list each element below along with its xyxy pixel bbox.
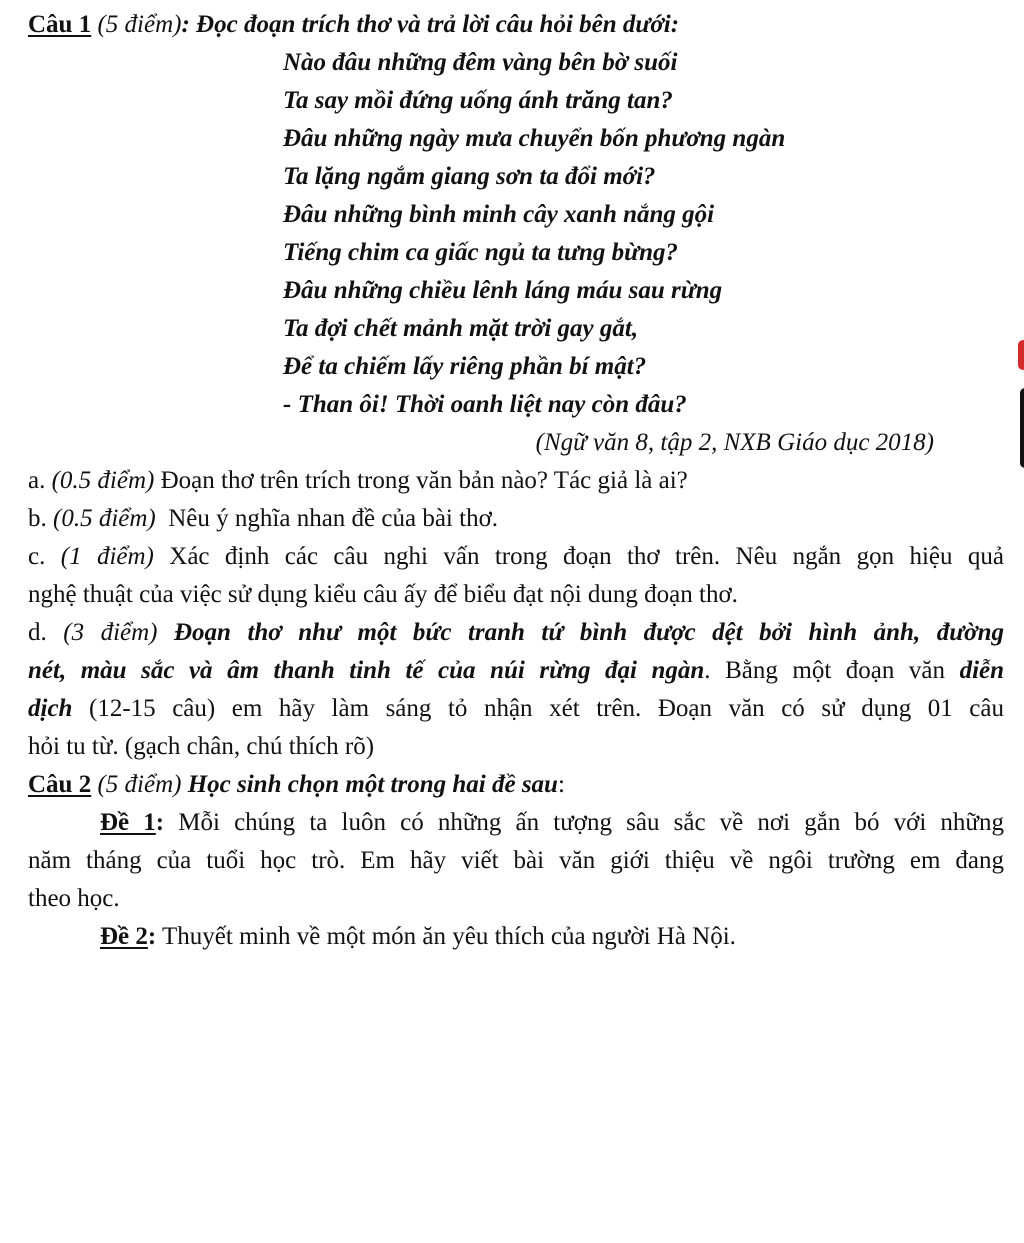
- item-c-points: (1 điểm): [60, 543, 154, 570]
- de2-text: Thuyết minh về một món ăn yêu thích của người Hà Nội.: [156, 923, 736, 950]
- poem-excerpt: [283, 44, 1004, 424]
- edge-decoration-red: [1018, 340, 1024, 370]
- item-d-bold1: Đoạn thơ như một bức tranh tứ bình được dệt bởi hình ảnh, đường: [157, 619, 1004, 646]
- item-d-text2: . Bằng một đoạn văn: [704, 657, 960, 684]
- poem-line: Ta đợi chết mảnh mặt trời gay gắt,: [283, 315, 639, 342]
- item-d-line1: [28, 614, 1004, 652]
- item-b: [28, 500, 1004, 538]
- poem-line: - Than ôi! Thời oanh liệt nay còn đâu?: [283, 391, 687, 418]
- question1-heading: [28, 6, 1004, 44]
- item-d-line3: [28, 690, 1004, 728]
- item-b-text: Nêu ý nghĩa nhan đề của bài thơ.: [155, 505, 499, 532]
- item-d-bold4: dịch: [28, 695, 73, 722]
- poem-line: Đâu những ngày mưa chuyển bốn phương ngàn: [283, 125, 786, 152]
- de1-line2: năm tháng của tuổi học trò. Em hãy viết bài văn giới thiệu về ngôi trường em đang: [28, 847, 1004, 874]
- item-b-prefix: b.: [28, 505, 53, 532]
- poem-line: Để ta chiếm lấy riêng phần bí mật?: [283, 353, 647, 380]
- item-d-points: (3 điểm): [63, 619, 158, 646]
- question2-heading: [28, 766, 1004, 804]
- question2-instruction: Học sinh chọn một trong hai đề sau: [181, 771, 558, 798]
- item-b-points: (0.5 điểm): [53, 505, 156, 532]
- de2-colon: :: [147, 923, 157, 950]
- item-d-bold3: diễn: [959, 657, 1005, 684]
- item-c-prefix: c.: [28, 543, 61, 570]
- edge-decoration-dark: [1020, 388, 1024, 468]
- item-d-text3: (12-15 câu) em hãy làm sáng tỏ nhận xét trên. Đoạn văn có sử dụng 01 câu: [72, 695, 1004, 722]
- item-d-line4: hỏi tu từ. (gạch chân, chú thích rõ): [28, 733, 375, 760]
- poem-line: Ta say mồi đứng uống ánh trăng tan?: [283, 87, 673, 114]
- item-a-prefix: a.: [28, 467, 52, 494]
- question2-colon: :: [557, 771, 565, 798]
- de1-label: Đề 1: [100, 809, 156, 836]
- item-a-text: Đoạn thơ trên trích trong văn bản nào? Tác giả là ai?: [154, 467, 688, 494]
- question1-label: Câu 1: [28, 11, 92, 38]
- item-a: [28, 462, 1004, 500]
- de1-line1: [28, 804, 1004, 842]
- item-c-line2: nghệ thuật của việc sử dụng kiểu câu ấy để biểu đạt nội dung đoạn thơ.: [28, 581, 738, 608]
- exam-page: [28, 6, 1004, 956]
- item-a-points: (0.5 điểm): [51, 467, 155, 494]
- de2-line: [28, 918, 1004, 956]
- question1-instruction: : Đọc đoạn trích thơ và trả lời câu hỏi bên dưới:: [181, 11, 680, 38]
- question2-label: Câu 2: [28, 771, 92, 798]
- poem-line: Ta lặng ngắm giang sơn ta đổi mới?: [283, 163, 656, 190]
- de2-label: Đề 2: [100, 923, 148, 950]
- item-c-line1: [28, 538, 1004, 576]
- item-d-prefix: d.: [28, 619, 64, 646]
- de1-colon: :: [155, 809, 165, 836]
- item-c-text1: Xác định các câu nghi vấn trong đoạn thơ trên. Nêu ngắn gọn hiệu quả: [153, 543, 1004, 570]
- poem-line: Nào đâu những đêm vàng bên bờ suối: [283, 49, 678, 76]
- poem-line: Tiếng chim ca giấc ngủ ta tưng bừng?: [283, 239, 679, 266]
- item-d-line2: [28, 652, 1004, 690]
- item-d-bold2: nét, màu sắc và âm thanh tinh tế của núi rừng đại ngàn: [28, 657, 705, 684]
- poem-source: (Ngữ văn 8, tập 2, NXB Giáo dục 2018): [535, 429, 934, 456]
- de1-text1: Mỗi chúng ta luôn có những ấn tượng sâu sắc về nơi gắn bó với những: [164, 809, 1004, 836]
- question2-points: (5 điểm): [91, 771, 182, 798]
- question1-points: (5 điểm): [91, 11, 182, 38]
- poem-line: Đâu những chiều lênh láng máu sau rừng: [283, 277, 723, 304]
- poem-line: Đâu những bình minh cây xanh nắng gội: [283, 201, 715, 228]
- de1-line3: theo học.: [28, 885, 120, 912]
